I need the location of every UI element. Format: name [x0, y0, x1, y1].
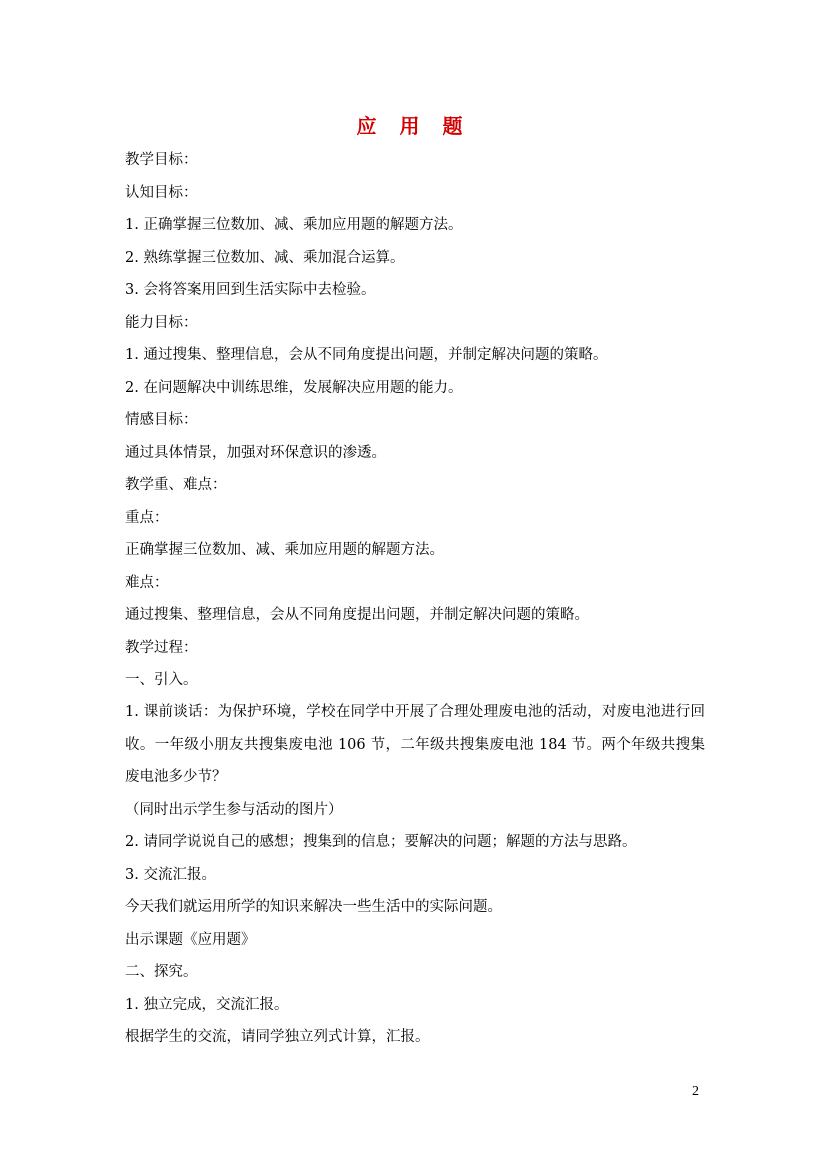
text-line: 出示课题《应用题》 — [125, 932, 256, 948]
text-line: 一、引入。 — [125, 672, 198, 688]
text-line: 2. 熟练掌握三位数加、减、乘加混合运算。 — [125, 250, 405, 266]
text-line: 认知目标： — [125, 185, 198, 201]
text-line: 3. 交流汇报。 — [125, 867, 216, 883]
text-line: 今天我们就运用所学的知识来解决一些生活中的实际问题。 — [125, 899, 502, 915]
text-line: （同时出示学生参与活动的图片） — [125, 802, 343, 818]
text-line: 能力目标： — [125, 315, 198, 331]
text-line: 通过具体情景，加强对环保意识的渗透。 — [125, 445, 386, 461]
text-line: 教学目标： — [125, 152, 198, 168]
text-line: 2. 请同学说说自己的感想；搜集到的信息；要解决的问题；解题的方法与思路。 — [125, 834, 637, 850]
text-line: 根据学生的交流，请同学独立列式计算，汇报。 — [125, 1029, 430, 1045]
document-title: 应 用 题 — [356, 114, 471, 138]
text-line: 二、探究。 — [125, 964, 198, 980]
text-line: 正确掌握三位数加、减、乘加应用题的解题方法。 — [125, 542, 444, 558]
text-line: 1. 独立完成，交流汇报。 — [125, 997, 289, 1013]
text-line: 2. 在问题解决中训练思维，发展解决应用题的能力。 — [125, 380, 463, 396]
text-line: 教学重、难点： — [125, 477, 227, 493]
text-line: 通过搜集、整理信息，会从不同角度提出问题，并制定解决问题的策略。 — [125, 607, 589, 623]
text-line: 1. 正确掌握三位数加、减、乘加应用题的解题方法。 — [125, 217, 463, 233]
text-line: 1. 通过搜集、整理信息，会从不同角度提出问题，并制定解决问题的策略。 — [125, 347, 608, 363]
text-line: 情感目标： — [125, 412, 198, 428]
text-line: 重点： — [125, 510, 169, 526]
wrapped-paragraph: 1. 课前谈话：为保护环境，学校在同学中开展了合理处理废电池的活动，对废电池进行回收。一年级小朋友共搜集废电池 106 节，二年级共搜集废电池 184 节。两个年级共搜集废电池多少节？ — [125, 704, 705, 785]
text-line: 教学过程： — [125, 640, 198, 656]
page-number: 2 — [692, 1084, 699, 1099]
text-line: 难点： — [125, 575, 169, 591]
text-line: 3. 会将答案用回到生活实际中去检验。 — [125, 282, 376, 298]
